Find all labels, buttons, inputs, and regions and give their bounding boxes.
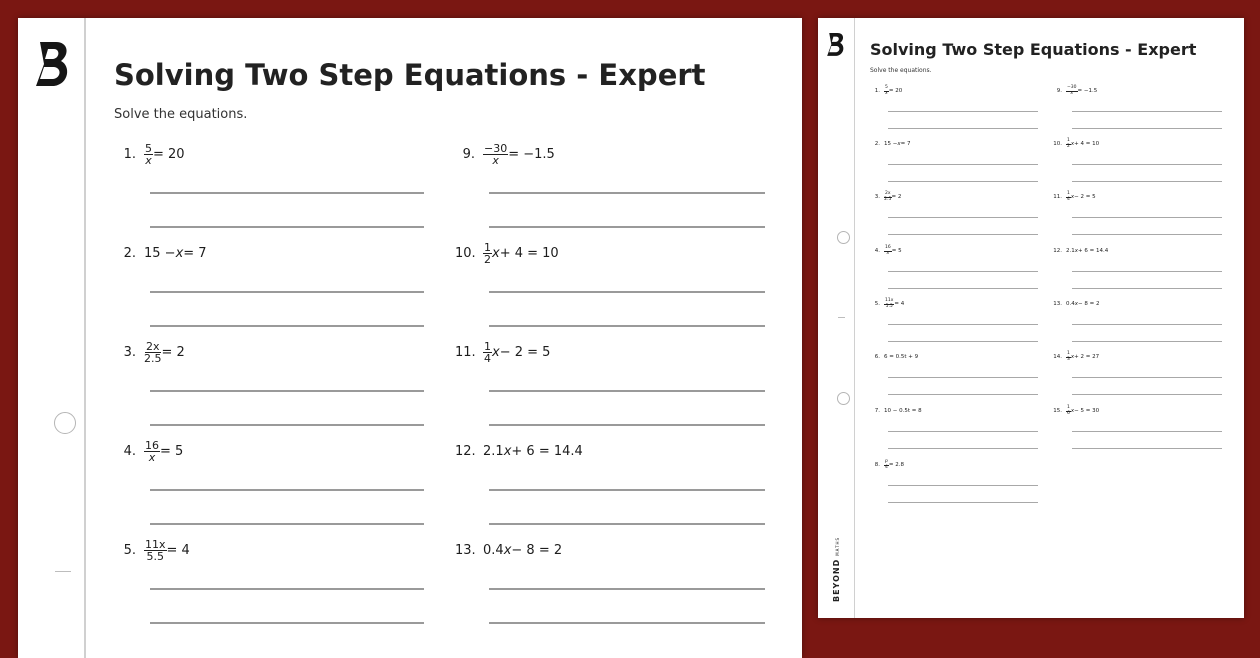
fraction-denominator: 5.5 <box>146 549 164 563</box>
answer-line <box>888 288 1038 289</box>
answer-line <box>489 325 765 327</box>
fraction-denominator: 2 <box>484 252 491 266</box>
answer-line <box>150 489 424 491</box>
question-1 <box>870 86 902 96</box>
fraction <box>144 539 167 562</box>
fraction-numerator: 1 <box>484 240 491 254</box>
equation-rest: + 6 = 14.4 <box>511 443 583 459</box>
fraction-numerator: 16 <box>145 438 159 452</box>
equation-rest: = 2 <box>161 344 185 360</box>
question-number: 10. <box>455 245 476 261</box>
answer-line <box>888 324 1038 325</box>
fraction-numerator: 16 <box>885 245 891 250</box>
equation-rest: − 8 = 2 <box>511 542 563 558</box>
equation-variable: x <box>897 141 901 147</box>
question-number: 10. <box>1053 141 1062 147</box>
fraction-numerator: 11x <box>885 298 894 303</box>
equation-rest: = 2 <box>891 194 902 200</box>
answer-line <box>888 341 1038 342</box>
question-number: 9. <box>1056 88 1062 94</box>
answer-line <box>1072 271 1222 272</box>
answer-line <box>489 192 765 194</box>
fraction-numerator: p <box>885 459 888 464</box>
worksheet-instruction: Solve the equations. <box>114 107 248 122</box>
equation-variable: x <box>503 443 512 459</box>
question-number: 4. <box>874 248 880 254</box>
fraction-denominator: 2.5 <box>884 196 892 202</box>
fraction-denominator: x <box>886 250 890 256</box>
fraction <box>483 341 492 364</box>
answer-line <box>888 502 1038 503</box>
answer-line <box>489 291 765 293</box>
equation-text: 15 − <box>144 245 176 261</box>
answer-line <box>489 489 765 491</box>
question-12 <box>455 439 583 463</box>
fraction-numerator: 1 <box>1067 351 1070 356</box>
answer-line <box>1072 111 1222 112</box>
equation-rest: = 20 <box>153 146 185 162</box>
beyond-logo-icon <box>34 40 72 90</box>
equation-variable: x <box>1070 408 1075 414</box>
punch-hole <box>837 392 850 405</box>
answer-line <box>150 588 424 590</box>
equation-variable: x <box>1070 194 1075 200</box>
equation-text: 2.1 <box>483 443 504 459</box>
question-number: 13. <box>455 542 476 558</box>
answer-line <box>888 394 1038 395</box>
question-number: 1. <box>123 146 136 162</box>
answer-line <box>1072 377 1222 378</box>
question-2 <box>870 139 910 149</box>
question-1 <box>116 142 185 166</box>
question-8 <box>870 460 904 470</box>
fraction <box>144 440 160 463</box>
answer-line <box>150 226 424 228</box>
answer-line <box>150 523 424 525</box>
question-number: 8. <box>874 462 880 468</box>
fraction-denominator: 2 <box>1067 143 1070 149</box>
answer-line <box>1072 217 1222 218</box>
equation-text: 2.1 <box>1066 248 1075 254</box>
equation-variable: x <box>1070 141 1075 147</box>
question-11 <box>1052 192 1096 202</box>
beyond-footer-subtext: MATHS <box>835 536 840 556</box>
equation-text: 0.4 <box>483 542 504 558</box>
answer-line <box>1072 341 1222 342</box>
equation-variable: x <box>503 542 512 558</box>
answer-line <box>888 377 1038 378</box>
answer-line <box>489 523 765 525</box>
fraction-numerator: 1 <box>1067 191 1070 196</box>
question-number: 15. <box>1053 408 1062 414</box>
fraction <box>1066 86 1078 96</box>
question-9 <box>1052 86 1097 96</box>
worksheet-instruction: Solve the equations. <box>870 67 932 74</box>
fraction <box>483 242 492 265</box>
margin-tick <box>55 571 71 572</box>
question-13 <box>455 538 562 562</box>
question-number: 13. <box>1053 301 1062 307</box>
equation-rest: = 7 <box>900 141 911 147</box>
margin-line <box>854 18 855 618</box>
beyond-footer-text: BEYOND <box>832 558 841 602</box>
question-number: 2. <box>123 245 136 261</box>
equation-rest: + 2 = 27 <box>1074 354 1100 360</box>
answer-line <box>888 431 1038 432</box>
answer-line <box>1072 164 1222 165</box>
question-14 <box>1052 352 1099 362</box>
answer-line <box>888 271 1038 272</box>
question-12 <box>1052 246 1108 256</box>
answer-line <box>888 448 1038 449</box>
question-4 <box>116 439 183 463</box>
question-2 <box>116 241 207 265</box>
answer-line <box>888 128 1038 129</box>
equation-rest: − 8 = 2 <box>1078 301 1100 307</box>
equation-variable: x <box>492 245 500 261</box>
fraction-numerator: 1 <box>1067 138 1070 143</box>
question-4 <box>870 246 902 256</box>
answer-line <box>150 622 424 624</box>
fraction-denominator: 2.5 <box>144 351 162 365</box>
answer-line <box>1072 394 1222 395</box>
question-number: 6. <box>874 354 880 360</box>
fraction-denominator: x <box>145 153 152 167</box>
answer-line <box>489 226 765 228</box>
answer-line <box>1072 288 1222 289</box>
worksheet-title: Solving Two Step Equations - Expert <box>114 58 706 92</box>
equation-variable: x <box>492 344 500 360</box>
fraction <box>884 299 894 309</box>
equation-text: 15 − <box>884 141 898 147</box>
fraction-numerator: −30 <box>1067 85 1077 90</box>
equation-rest: = 4 <box>894 301 905 307</box>
answer-line <box>1072 181 1222 182</box>
fraction-denominator: 3 <box>1067 356 1070 362</box>
question-number: 11. <box>1053 194 1062 200</box>
question-11 <box>455 340 550 364</box>
equation-rest: = 2.8 <box>888 462 904 468</box>
question-number: 3. <box>874 194 880 200</box>
fraction <box>483 143 508 166</box>
question-number: 5. <box>123 542 136 558</box>
fraction-numerator: 11x <box>145 537 166 551</box>
answer-line <box>888 485 1038 486</box>
beyond-footer <box>832 537 841 602</box>
answer-line <box>1072 324 1222 325</box>
question-number: 1. <box>874 88 880 94</box>
equation-rest: = −1.5 <box>508 146 555 162</box>
fraction-denominator: 4 <box>484 351 491 365</box>
equation-rest: = 5 <box>891 248 902 254</box>
answer-line <box>888 111 1038 112</box>
question-number: 3. <box>123 344 136 360</box>
answer-line <box>150 192 424 194</box>
answer-line <box>489 390 765 392</box>
question-number: 14. <box>1053 354 1062 360</box>
equation-variable: x <box>175 245 184 261</box>
fraction-denominator: x <box>1070 90 1074 96</box>
question-5 <box>116 538 190 562</box>
equation-rest: − 2 = 5 <box>499 344 551 360</box>
equation-rest: + 4 = 10 <box>1074 141 1100 147</box>
equation-variable: x <box>1074 301 1079 307</box>
equation-text: 0.4 <box>1066 301 1075 307</box>
question-6 <box>870 352 918 362</box>
equation-rest: + 4 = 10 <box>499 245 559 261</box>
margin-tick <box>838 317 845 318</box>
question-number: 11. <box>455 344 476 360</box>
fraction-denominator: x <box>148 450 156 464</box>
question-13 <box>1052 299 1099 309</box>
fraction <box>884 246 892 256</box>
fraction-numerator: 1 <box>484 339 491 353</box>
question-number: 9. <box>462 146 475 162</box>
answer-line <box>489 424 765 426</box>
answer-line <box>489 588 765 590</box>
punch-hole <box>837 231 850 244</box>
answer-line <box>150 424 424 426</box>
punch-hole <box>54 412 76 434</box>
fraction <box>144 341 162 364</box>
beyond-logo-icon <box>826 32 846 58</box>
answer-line <box>1072 431 1222 432</box>
equation-rest: = 5 <box>160 443 184 459</box>
fraction-numerator: 1 <box>1067 405 1070 410</box>
question-9 <box>455 142 555 166</box>
fraction-denominator: 5.5 <box>885 303 893 309</box>
question-3 <box>116 340 185 364</box>
answer-line <box>150 325 424 327</box>
equation-rest: = 7 <box>183 245 207 261</box>
question-7 <box>870 406 922 416</box>
equation-text: 10 − 0.5t = 8 <box>884 408 922 414</box>
question-number: 2. <box>874 141 880 147</box>
answer-line <box>150 291 424 293</box>
fraction-numerator: 5 <box>885 85 888 90</box>
question-number: 7. <box>874 408 880 414</box>
fraction-denominator: x <box>885 90 888 96</box>
fraction <box>144 143 153 166</box>
equation-rest: − 2 = 5 <box>1074 194 1096 200</box>
fraction-numerator: −30 <box>484 141 508 155</box>
worksheet-preview-small <box>818 18 1244 618</box>
fraction-denominator: 4 <box>884 464 888 470</box>
question-number: 12. <box>1053 248 1062 254</box>
fraction-numerator: 5 <box>145 141 152 155</box>
fraction-denominator: 6 <box>1067 410 1070 416</box>
question-3 <box>870 192 901 202</box>
answer-line <box>888 234 1038 235</box>
equation-rest: = 20 <box>888 88 903 94</box>
equation-rest: = −1.5 <box>1077 88 1098 94</box>
margin-line <box>84 18 86 658</box>
equation-variable: x <box>1074 248 1079 254</box>
question-number: 12. <box>455 443 476 459</box>
equation-rest: − 5 = 30 <box>1074 408 1100 414</box>
answer-line <box>888 164 1038 165</box>
equation-variable: x <box>1070 354 1075 360</box>
answer-line <box>888 217 1038 218</box>
question-number: 5. <box>874 301 880 307</box>
worksheet-title: Solving Two Step Equations - Expert <box>870 40 1197 59</box>
answer-line <box>1072 234 1222 235</box>
fraction-numerator: 2x <box>145 339 160 353</box>
question-10 <box>1052 139 1099 149</box>
answer-line <box>1072 448 1222 449</box>
answer-line <box>888 181 1038 182</box>
fraction-denominator: x <box>492 153 499 167</box>
question-15 <box>1052 406 1099 416</box>
answer-line <box>489 622 765 624</box>
fraction <box>884 192 892 202</box>
answer-line <box>1072 128 1222 129</box>
worksheet-preview-large <box>18 18 802 658</box>
equation-rest: + 6 = 14.4 <box>1078 248 1109 254</box>
fraction-denominator: 4 <box>1067 196 1070 202</box>
question-10 <box>455 241 559 265</box>
equation-text: 6 = 0.5t + 9 <box>884 354 919 360</box>
answer-line <box>150 390 424 392</box>
question-5 <box>870 299 904 309</box>
equation-rest: = 4 <box>166 542 190 558</box>
fraction-numerator: 2x <box>885 191 891 196</box>
question-number: 4. <box>123 443 136 459</box>
